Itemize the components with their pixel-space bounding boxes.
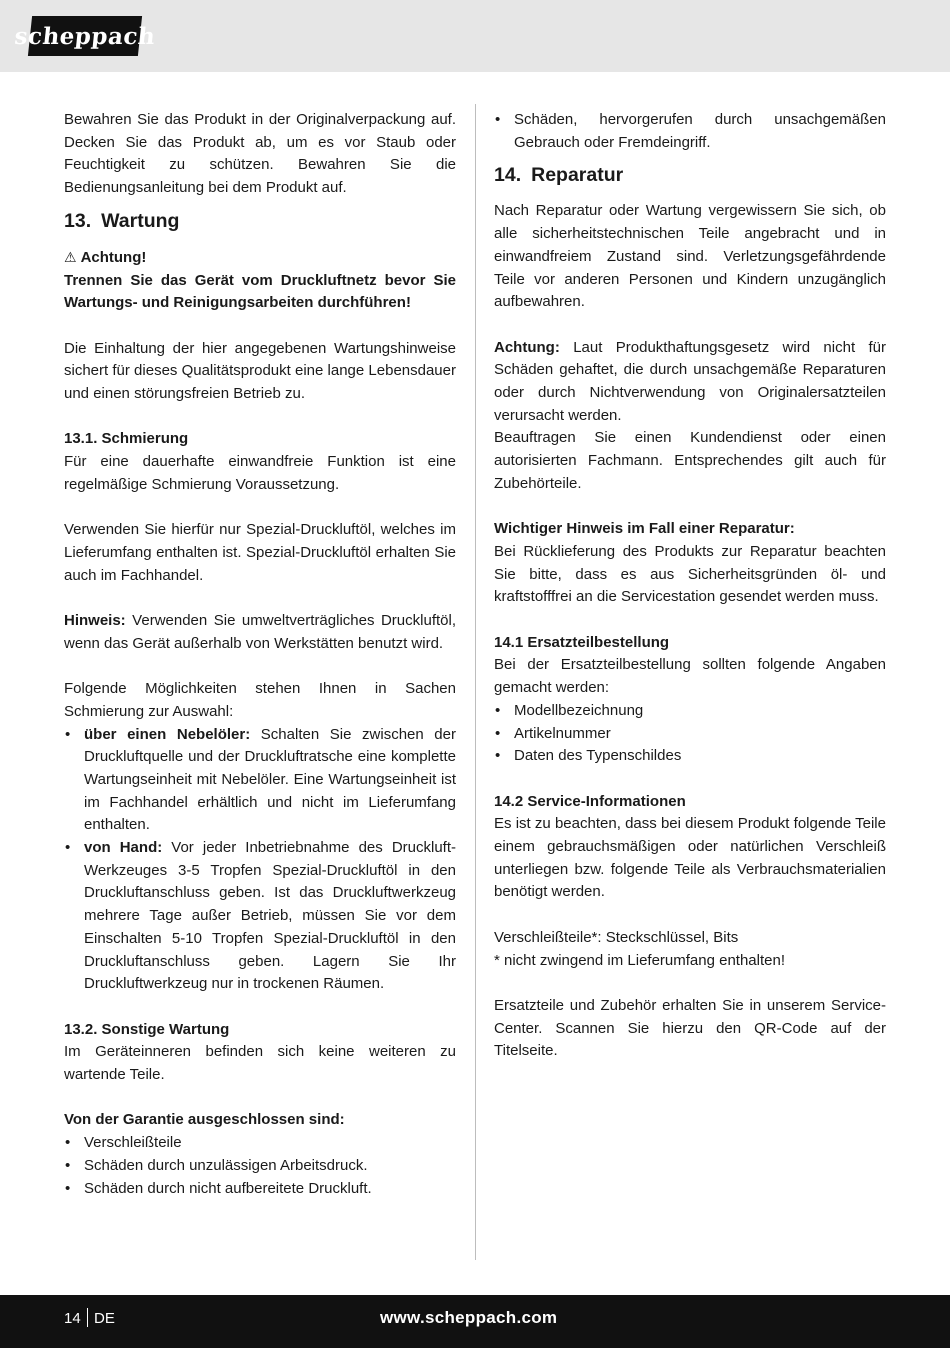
maintenance-paragraph: Die Einhaltung der hier angegebenen Wartungshinweise sichert für dieses Qualitätsprodukt eine lange Lebensdauer und einen störungsfreien Betrieb zu. (64, 339, 456, 403)
language-code: DE (94, 1310, 115, 1327)
page-header (0, 0, 950, 72)
page-footer (0, 1295, 950, 1348)
liability-paragraph (494, 337, 886, 428)
list-item: • Schäden durch unzulässigen Arbeitsdruck. (64, 1155, 456, 1178)
liability-text: Laut Produkthaftungsgesetz wird nicht für Schäden gehaftet, die durch unsachgemäße Reparaturen oder durch Nichtverwendung von Originalersatzteilen verursacht werden. (494, 338, 886, 424)
other-maintenance-paragraph: Im Geräteinneren befinden sich keine weiteren zu wartende Teile. (64, 1043, 456, 1084)
list-item: • Schäden durch nicht aufbereitete Druckluft. (64, 1178, 456, 1201)
page-number: 14 (64, 1310, 81, 1327)
option-1-label: über einen Nebelöler: (84, 725, 251, 743)
section-13-1-title: 13.1. Schmierung (64, 430, 189, 448)
warning-title: Achtung! (80, 248, 147, 266)
column-divider (475, 104, 476, 1260)
hint-text: Verwenden Sie umweltverträgliches Druckluftöl, wenn das Gerät außerhalb von Werkstätten benutzt wird. (64, 612, 456, 652)
list-item (64, 724, 456, 838)
list-item: • Artikelnummer (494, 723, 886, 746)
warranty-title: Von der Garantie ausgeschlossen sind: (64, 1111, 345, 1129)
option-2-text: Vor jeder Inbetriebnahme des Druckluft-Werkzeuges 3-5 Tropfen Spezial-Druckluftöl in den Druckluftanschluss geben. Ist das Druckluftwerkzeug mehrere Tage außer Betrieb, müssen Sie vor dem Einschalten 5-10 Tropfen Spezial-Druckluftöl in den Druckluftanschluss geben. Lagern Sie Ihr Druckluftwerkzeug nur in trockenen Räumen. (84, 839, 456, 993)
wear-parts-note: * nicht zwingend im Lieferumfang enthalten! (494, 951, 786, 969)
hint-label: Hinweis: (64, 612, 126, 629)
warranty-exclusions-list (64, 1132, 456, 1200)
section-14-1-title: 14.1 Ersatzteilbestellung (494, 633, 670, 651)
list-item: • Verschleißteile (64, 1132, 456, 1155)
options-paragraph: Folgende Möglichkeiten stehen Ihnen in Sachen Schmierung zur Auswahl: (64, 680, 456, 720)
section-14-2-title: 14.2 Service-Informationen (494, 792, 686, 810)
spare-parts-paragraph: Ersatzteile und Zubehör erhalten Sie in unserem Service-Center. Scannen Sie hierzu den QR-Code auf der Titelseite. (494, 996, 886, 1060)
important-note-paragraph: Bei Rücklieferung des Produkts zur Reparatur beachten Sie bitte, dass es aus Sicherheitsgründen öl- und kraftstofffrei an die Servicestation gesendet werden muss. (494, 542, 886, 606)
warning-heading (64, 246, 456, 270)
order-details-list (494, 700, 886, 768)
storage-paragraph: Bewahren Sie das Produkt in der Originalverpackung auf. Decken Sie das Produkt ab, um es vor Staub oder Feuchtigkeit zu schützen. Bewahren Sie die Bedienungsanleitung bei dem Produkt auf. (64, 111, 456, 197)
section-14-title: Reparatur (531, 164, 624, 187)
website-link[interactable]: www.scheppach.com (380, 1308, 558, 1327)
lubrication-paragraph-2: Verwenden Sie hierfür nur Spezial-Druckluftöl, welches im Lieferumfang enthalten ist. Spezial-Druckluftöl erhalten Sie auch im Fachhandel. (64, 521, 456, 584)
warning-text: Trennen Sie das Gerät vom Druckluftnetz bevor Sie Wartungs- und Reinigungsarbeiten durchführen! (64, 271, 456, 312)
section-13-2-title: 13.2. Sonstige Wartung (64, 1020, 230, 1038)
service-paragraph: Beauftragen Sie einen Kundendienst oder einen autorisierten Fachmann. Entsprechendes gilt auch für Zubehörteile. (494, 429, 886, 492)
section-14-heading (494, 154, 886, 200)
option-1-text: Schalten Sie zwischen der Druckluftquelle und der Druckluftratsche eine komplette Wartungseinheit mit Nebelöler. Eine Wartungseinheit ist im Fachhandel erhältlich und nicht im Lieferumfang enthalten. (84, 725, 456, 834)
scheppach-logo: scheppach (28, 16, 142, 56)
spare-parts-order-paragraph: Bei der Ersatzteilbestellung sollten folgende Angaben gemacht werden: (494, 656, 886, 697)
right-column (494, 109, 886, 1063)
option-2-label: von Hand: (84, 839, 163, 857)
list-item (64, 837, 456, 996)
list-item: • Schäden, hervorgerufen durch unsachgemäßen Gebrauch oder Fremdeingriff. (494, 109, 886, 154)
important-note-title: Wichtiger Hinweis im Fall einer Reparatur: (494, 520, 795, 538)
section-13-number: 13. (64, 209, 92, 232)
lubrication-options-list (64, 724, 456, 996)
section-14-number: 14. (494, 164, 522, 187)
wear-parts-line: Verschleißteile*: Steckschlüssel, Bits (494, 928, 739, 946)
liability-label: Achtung: (494, 338, 560, 356)
section-13-title: Wartung (101, 209, 180, 232)
hint-paragraph (64, 610, 456, 655)
list-item: • Modellbezeichnung (494, 700, 886, 723)
lubrication-paragraph-1: Für eine dauerhafte einwandfreie Funktion ist eine regelmäßige Schmierung Voraussetzung. (64, 453, 456, 493)
warranty-exclusions-continued (494, 109, 886, 154)
left-column (64, 109, 456, 1200)
warning-triangle-icon: ⚠ (64, 248, 77, 265)
footer-separator (87, 1308, 88, 1327)
service-info-paragraph: Es ist zu beachten, dass bei diesem Produkt folgende Teile einem gebrauchsmäßigen oder natürlichen Verschleiß unterliegen bzw. folgende Teile als Verbrauchsmaterialien benötigt werden. (494, 815, 886, 901)
repair-paragraph: Nach Reparatur oder Wartung vergewissern Sie sich, ob alle sicherheitstechnischen Teile angebracht und in einwandfreiem Zustand sind. Verletzungsgefährdende Teile vor anderen Personen und Kindern unzugänglich aufbewahren. (494, 202, 886, 311)
list-item: • Daten des Typenschildes (494, 745, 886, 768)
section-13-heading (64, 200, 456, 246)
